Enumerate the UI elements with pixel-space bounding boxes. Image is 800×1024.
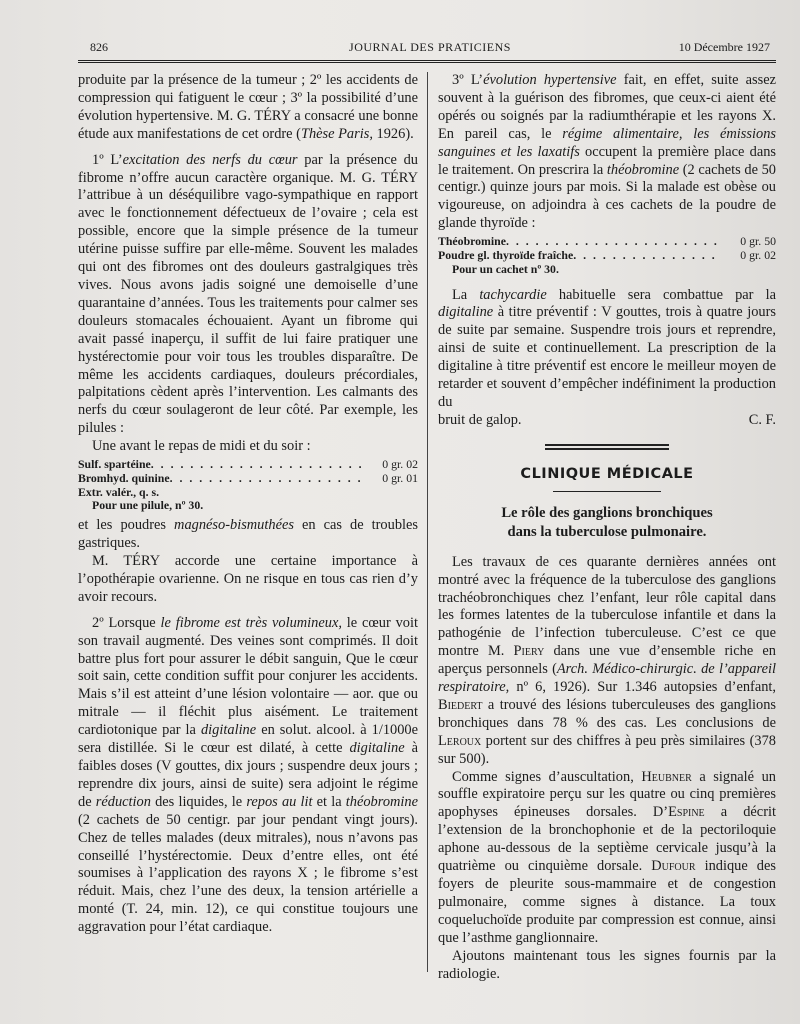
- author-initials: C. F.: [748, 411, 776, 428]
- paragraph: 2º Lorsque le fibrome est très volumineux, le cœur voit son travail augmenté. Des veines sont comprimés. Il doit battre plus fort pour assurer le débit sanguin, Que le cœur soit sain, cette condition suffit pour conjurer les accidents. Mais s’il est atteint d’une lésion volontaire — aor. que ou mitrale — il fléchit plus aisément. Le traitement cardiotonique par la digitaline en solut. alcool. à 1/1000e sera distillée. Si le cœur est dilaté, à cette digitaline à faibles doses (V gouttes, dix jours ; suspendre deux jours ; reprendre dix jours, ainsi de suite) sera adjoint le régime de réduction des liquides, le repos au lit et la théobromine (2 cachets de 50 centigr. par jour pendant vingt jours). Chez de telles malades (deux mitrales), nous n’avons pas conseillé l’hystérectomie. Deux d’entre elles, ont été soumises à l’application des rayons X ; le fibrome s’est réduit. Mais, chez l’une des deux, la tension artérielle a monté (T. 24, min. 12), ce qui constitue toujours une aggravation pour l’état cardiaque.: [78, 614, 418, 936]
- issue-date: 10 Décembre 1927: [678, 40, 770, 54]
- right-column: [438, 72, 776, 983]
- paragraph: Comme signes d’auscultation, Heubner a signalé un souffle expiratoire perçu sur les quatre ou cinq premières apophyses épineuses dorsales. D’Espine a décrit l’extension de la bronchophonie et de la pectoriloquie aphone au-dessous de la septième cervicale jusqu’à la quatrième ou cinquième dorsale. Dufour indique des foyers de pleurite sous-mammaire et de congestion pulmonaire, comme signes à distance. La toux coqueluchoïde produite par compression est connue, ainsi que l’asthme ganglionnaire.: [438, 768, 776, 946]
- section-title: CLINIQUE MÉDICALE: [520, 465, 694, 482]
- header-rule: [78, 60, 776, 61]
- paragraph: produite par la présence de la tumeur ; 2º les accidents de compression qui fatiguent le cœur ; 3º la possibilité d’une évolution hypertensive. M. G. TÉRY a consacré une bonne étude aux manifestations de cet ordre (Thèse Paris, 1926).: [78, 72, 418, 142]
- paragraph: et les poudres magnéso-bismuthées en cas de troubles gastriques.: [78, 517, 418, 552]
- prescription: [78, 458, 418, 513]
- prescription-row: Bromhyd. quinine . . . 0 gr. 01: [78, 472, 418, 486]
- paragraph: 1º L’excitation des nerfs du cœur par la présence du fibrome n’offre aucun caractère organique. M. G. TÉRY l’attribue à un déséquilibre vago-sympathique en rapport avec le fonctionnement défectueux de l’ovaire ; cela est possible, encore que la simple présence de la tumeur utérine puisse suffire par elle-même. Souvent les malades qui ont des fibromes ont des douleurs gastralgiques très vives. Nous avons jadis soigné une demoiselle d’une quarantaine d’années. Tous les traitements pour calmer ses douleurs stomacales échouaient. Ayant un fibrome qui avait passé inaperçu, il suffit de lui faire pratiquer une hystérectomie pour voir tous les troubles disparaître. De même les accidents cardiaques, douleurs précordiales, palpitations cèdent après l’intervention. Les calmants des nerfs du cœur soulageront de leur côté. Par exemple, les pilules :: [78, 151, 418, 437]
- prescription-row: Théobromine . . . 0 gr. 50: [438, 235, 776, 249]
- column-divider: [427, 72, 428, 972]
- prescription-row: Poudre gl. thyroïde fraîche . . . 0 gr. 02: [438, 249, 776, 263]
- page-number: 826: [90, 40, 108, 54]
- prescription-row: Extr. valér., q. s.: [78, 484, 160, 499]
- prescription-note: Pour un cachet nº 30.: [452, 261, 559, 276]
- paragraph: 3º L’évolution hypertensive fait, en effet, suite assez souvent à la guérison des fibromes, que ceux-ci aient été opérés ou soignés par la radiumthérapie et les rayons X. En pareil cas, le régime alimentaire, les émissions sanguines et les laxatifs occupent la première place dans le traitement. On prescrira la théobromine (2 cachets de 50 centigr.) quinze jours par mois. Si la malade est obèse ou vigoureuse, on adjoindra à ces cachets de la poudre de glande thyroïde :: [438, 72, 776, 232]
- paragraph-end: bruit de galop.: [438, 411, 522, 428]
- running-header: [90, 40, 770, 56]
- header-rule-double: [78, 62, 776, 63]
- paragraph: Les travaux de ces quarante dernières années ont montré avec la fréquence de la tuberculose des ganglions trachéobronchiques chez l’enfant, leur rôle capital dans les formes latentes de la tuberculose infantile et dans la pathogénie de l’infection tuberculeuse. C’est ce que montre M. Piery dans une vue d’ensemble riche en aperçus personnels (Arch. Médico-chirurgic. de l’appareil respiratoire, nº 6, 1926). Sur 1.346 autopsies d’enfant, Biedert a trouvé des lésions tuberculeuses des ganglions bronchiques dans 78 % des cas. Les conclusions de Leroux portent sur des chiffres à peu près similaires (378 sur 500).: [438, 553, 776, 767]
- section-underline: [553, 491, 661, 492]
- section-ornament: [545, 444, 669, 450]
- prescription-row: Sulf. spartéine . . . 0 gr. 02: [78, 458, 418, 472]
- journal-title: JOURNAL DES PRATICIENS: [349, 40, 511, 54]
- paragraph: M. TÉRY accorde une certaine importance à l’opothérapie ovarienne. On ne risque en tous cas rien d’y avoir recours.: [78, 553, 418, 605]
- dosage-line: Une avant le repas de midi et du soir :: [92, 438, 311, 455]
- prescription-note: Pour une pilule, nº 30.: [92, 498, 204, 513]
- left-column: [78, 72, 418, 937]
- paragraph: La tachycardie habituelle sera combattue par la digitaline à titre préventif : V gouttes, trois à quatre jours de suite par semaine. Suspendre trois jours et reprendre, ainsi de suite et continuellement. La prescription de la digitaline à titre préventif est encore le meilleur moyen de retarder et souvent d’empêcher indéfiniment la production du: [438, 286, 776, 410]
- article-title: Le rôle des ganglions bronchiques dans la tuberculose pulmonaire.: [501, 504, 713, 540]
- prescription: [438, 235, 776, 276]
- paragraph: Ajoutons maintenant tous les signes fournis par la radiologie.: [438, 947, 776, 982]
- signature-line: [438, 412, 776, 430]
